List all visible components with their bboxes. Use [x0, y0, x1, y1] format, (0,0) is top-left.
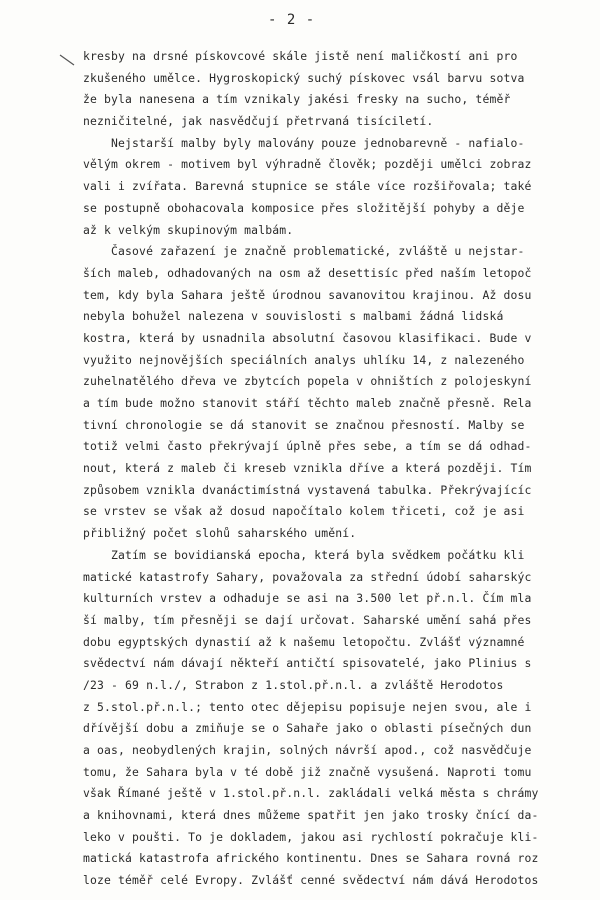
- text-line-6: vělým okrem - motivem byl výhradně člověk; později umělci zobraz: [83, 157, 532, 172]
- text-line-39: loze téměř celé Evropy. Zvlášť cenné svědectví nám dává Herodotos: [83, 873, 539, 888]
- text-line-34: tomu, že Sahara byla v té době již značně vysušená. Naproti tomu: [83, 764, 532, 779]
- text-line-19: totiž velmi často překrývají úplně přes sebe, a tím se dá odhad-: [83, 439, 532, 454]
- margin-tick-mark: [58, 53, 76, 67]
- text-line-38: matická katastrofa afrického kontinentu. Dnes se Sahara rovná roz: [83, 851, 539, 866]
- text-line-24: Zatím se bovidianská epocha, která byla svědkem počátku kli: [83, 547, 525, 562]
- text-line-33: a oas, neobydlených krajin, solných návrší apod., což nasvědčuje: [83, 743, 532, 757]
- text-line-29: svědectví nám dávají někteří antičtí spisovatelé, jako Plinius s: [83, 656, 532, 671]
- text-line-3: že byla nanesena a tím vznikaly jakési fresky na sucho, téměř: [83, 92, 511, 107]
- text-line-21: způsobem vznikla dvanáctimístná vystavená tabulka. Překrývajícíc: [83, 482, 532, 497]
- text-line-1: kresby na drsné pískovcové skále jistě není maličkostí ani pro: [83, 49, 518, 63]
- text-line-4: nezničitelné, jak nasvědčují přetrvaná tisíciletí.: [83, 114, 434, 129]
- text-line-27: ší malby, tím přesněji se dají určovat. Saharské umění sahá přes: [83, 612, 532, 627]
- text-line-11: ších maleb, odhadovaných na osm až desettisíc před naším letopoč: [83, 265, 532, 280]
- text-line-35: však Římané ještě v 1.stol.př.n.l. zakládali velká města s chrámy: [83, 786, 539, 801]
- text-line-12: tem, kdy byla Sahara ještě úrodnou savanovitou krajinou. Až dosu: [83, 287, 532, 302]
- text-line-7: vali i zvířata. Barevná stupnice se stále více rozšiřovala; také: [83, 179, 532, 194]
- page-number: - 2 -: [268, 12, 316, 28]
- text-line-8: se postupně obohacovala komposice přes složitější pohyby a děje: [83, 200, 525, 215]
- text-line-30: /23 - 69 n.l./, Strabon z 1.stol.př.n.l. a zvláště Herodotos: [83, 677, 504, 692]
- text-line-15: využito nejnovějších speciálních analys uhlíku 14, z nalezeného: [83, 352, 525, 367]
- text-line-9: až k velkým skupinovým malbám.: [83, 222, 294, 237]
- text-line-2: zkušeného umělce. Hygroskopický suchý pískovec vsál barvu sotva: [83, 70, 525, 85]
- text-line-14: kostra, která by usnadnila absolutní časovou klasifikaci. Bude v: [83, 330, 532, 345]
- text-line-28: dobu egyptských dynastií až k našemu letopočtu. Zvlášť významné: [83, 634, 525, 649]
- text-line-5: Nejstarší malby byly malovány pouze jednobarevně - nafialo-: [83, 135, 525, 150]
- text-line-16: zuhelnatělého dřeva ve zbytcích popela v ohništích z polojeskyní: [83, 374, 532, 389]
- text-line-31: z 5.stol.př.n.l.; tento otec dějepisu popisuje nejen svou, ale i: [83, 699, 532, 714]
- text-line-10: Časové zařazení je značně problematické, zvláště u nejstar-: [83, 244, 525, 259]
- text-line-17: a tím bude možno stanovit stáří těchto maleb značně přesně. Rela: [83, 396, 532, 410]
- typed-text-body: [83, 46, 600, 892]
- text-line-32: dřívější dobu a zmiňuje se o Sahaře jako o oblasti písečných dun: [83, 721, 532, 736]
- text-line-13: nebyla bohužel nalezena v souvislosti s malbami žádná lidská: [83, 309, 504, 324]
- text-line-37: leko v poušti. To je dokladem, jakou asi rychlostí pokračuje kli-: [83, 829, 539, 844]
- text-line-23: přibližný počet slohů saharského umění.: [83, 526, 357, 541]
- text-line-22: se vrstev se však až dosud napočítalo kolem třiceti, což je asi: [83, 504, 525, 519]
- text-line-36: a knihovnami, která dnes můžeme spatřit jen jako trosky čnící da-: [83, 808, 539, 823]
- text-line-20: nout, která z maleb či kreseb vznikla dříve a která později. Tím: [83, 461, 532, 476]
- text-line-18: tivní chronologie se dá stanovit se značnou přesností. Malby se: [83, 417, 525, 432]
- text-line-26: kulturních vrstev a odhaduje se asi na 3.500 let př.n.l. Čím mla: [83, 591, 532, 606]
- text-line-25: matické katastrofy Sahary, považovala za střední údobí saharskýc: [83, 569, 532, 584]
